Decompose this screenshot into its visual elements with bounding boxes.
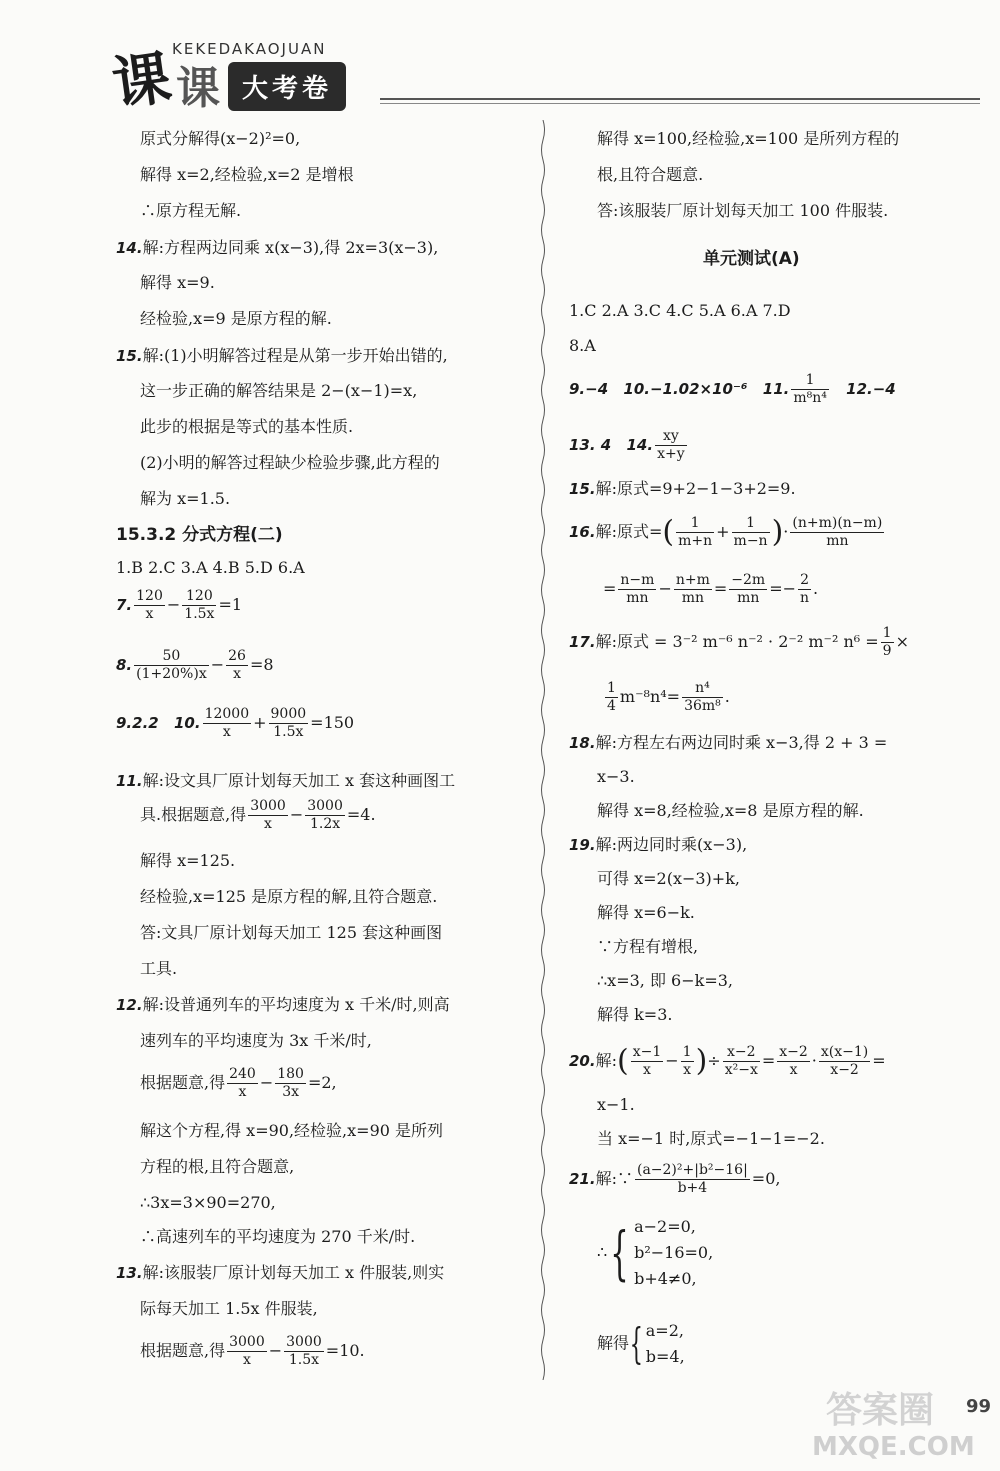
watermark-url: MXQE.COM [812, 1432, 975, 1462]
text-line: 方程的根,且符合题意, [140, 1157, 295, 1176]
question-text: 解:该服装厂原计划每天加工 x 件服装,则实 [142, 1263, 445, 1282]
question-text: 解:设文具厂原计划每天加工 x 套这种画图工 [142, 771, 456, 790]
question-20: 20.解:( $\frac{x-1}{x}$ − $\frac{1}{x}$ )÷ $\frac{x-2}{\text{x²−x}}$ = $\frac{x-2}{x}$ · $\frac{x(x-1)}{x-2}$ = [569, 1043, 886, 1079]
question-15 [116, 345, 448, 367]
fraction: $\frac{3000}{x}$ [250, 798, 286, 832]
text-line: 答:文具厂原计划每天加工 125 套这种画图 [140, 923, 443, 942]
logo-char-2: 课 [176, 63, 220, 114]
question-text: 解:(1)小明解答过程是从第一步开始出错的, [142, 346, 448, 365]
question-10: 10.−1.02×10⁻⁶ [623, 380, 748, 398]
question-19 [569, 834, 747, 856]
fraction: $\frac{3000}{1.5x}$ [286, 1334, 322, 1368]
text-line: 此步的根据是等式的基本性质. [140, 417, 354, 436]
question-text: 解:方程左右两边同时乘 x−3,得 2 + 3 = [595, 733, 888, 752]
fraction: $\frac{9000}{1.5x}$ [270, 706, 307, 740]
page-header [0, 0, 1000, 119]
text-line: 可得 x=2(x−3)+k, [597, 869, 740, 888]
question-9: 9.2.2 [116, 714, 159, 732]
question-number: 7. [116, 596, 133, 614]
text-line: 解得 k=3. [597, 1005, 673, 1024]
fraction: $\frac{n-m}{mn}$ [620, 572, 655, 606]
answers-9-12 [569, 372, 896, 407]
text-line: ∵方程有增根, [597, 937, 699, 956]
fraction: $\frac{n+m}{mn}$ [675, 572, 710, 606]
equation-line: 具.根据题意,得 $\frac{3000}{x}$ − $\frac{3000}{1.2x}$ =4. [140, 798, 376, 832]
text-line: 解这个方程,得 x=90,经检验,x=90 是所列 [140, 1121, 444, 1140]
fraction: $\frac{xy}{x+y}$ [657, 428, 685, 462]
fraction: $\frac{x-1}{x}$ [632, 1044, 662, 1078]
watermark-logo: 答案圈 [826, 1390, 935, 1431]
text-line: 解得 x=125. [140, 851, 236, 870]
question-number: 15. [569, 480, 596, 498]
text-line: 速列车的平均速度为 3x 千米/时, [140, 1031, 372, 1050]
equation-system: 解得{ a=2, b=4, [597, 1319, 685, 1368]
fraction: $\frac{180}{3x}$ [277, 1066, 304, 1100]
header-rule-thin [380, 103, 980, 104]
text-line: 解为 x=1.5. [140, 489, 231, 508]
question-12: 12.−4 [846, 380, 896, 398]
answers-13-14 [569, 428, 689, 463]
fraction: $\frac{\text{(a−2)²+|b²−16|}}{b+4}$ [636, 1162, 748, 1196]
unit-test-title: 单元测试(A) [703, 249, 800, 269]
question-number: 16. [569, 523, 596, 541]
text-line: 工具. [140, 959, 178, 978]
fraction: $\frac{50}{(1+20\%)x}$ [136, 648, 207, 682]
text-line: 经检验,x=125 是原方程的解,且符合题意. [140, 887, 438, 906]
equation-line: = $\frac{n-m}{mn}$ − $\frac{n+m}{mn}$ = $\frac{-2m}{mn}$ =− $\frac{2}{n}$ . [603, 572, 819, 606]
question-text: 解:原式=9+2−1−3+2=9. [595, 479, 796, 498]
text-line: ∴3x=3×90=270, [140, 1193, 276, 1212]
fraction: $\frac{1}{4}$ [607, 680, 616, 714]
equation-line: 根据题意,得 $\frac{3000}{x}$ − $\frac{3000}{1.5x}$ =10. [140, 1334, 365, 1368]
question-8: 8. $\frac{50}{(1+20\%)x}$ − $\frac{26}{x}$ =8 [116, 648, 274, 682]
text-line: 答:该服装厂原计划每天加工 100 件服装. [597, 201, 889, 220]
question-number: 10. [173, 714, 201, 732]
fraction: $\frac{x(x-1)}{x-2}$ [820, 1044, 869, 1078]
fraction: $\frac{3000}{x}$ [229, 1334, 265, 1368]
text-line: 根,且符合题意. [597, 165, 704, 184]
fraction: $\frac{-2m}{mn}$ [731, 572, 766, 606]
question-16: 16.解:原式=( $\frac{1}{m+n}$ + $\frac{1}{m-n}$ )· $\frac{(n+m)(n-m)}{mn}$ [569, 514, 883, 550]
equation-system: ∴{ a−2=0, b²−16=0, b+4≠0, [597, 1217, 714, 1288]
question-number: 11. [762, 380, 790, 398]
fraction: $\frac{1}{9}$ [882, 625, 892, 659]
question-11 [116, 770, 455, 792]
question-9: 9.−4 [569, 380, 609, 398]
question-text: 解:两边同时乘(x−3), [595, 835, 748, 854]
column-divider [540, 120, 546, 1380]
text-line: 这一步正确的解答结果是 2−(x−1)=x, [140, 381, 418, 400]
fraction: $\frac{1}{m+n}$ [678, 515, 713, 549]
logo-pinyin: KEKEDAKAOJUAN [172, 40, 327, 58]
fraction: $\frac{2}{n}$ [800, 572, 810, 606]
fraction: $\frac{(n+m)(n-m)}{mn}$ [792, 515, 883, 549]
fraction: $\frac{1}{x}$ [682, 1044, 692, 1078]
question-number: 21. [569, 1170, 596, 1188]
question-number: 11. [116, 772, 143, 790]
fraction: $\frac{120}{1.5x}$ [184, 588, 215, 622]
fraction: $\frac{1}{m-n}$ [733, 515, 768, 549]
question-18 [569, 732, 887, 754]
fraction: $\frac{240}{x}$ [229, 1066, 256, 1100]
fraction: $\frac{3000}{1.2x}$ [307, 798, 343, 832]
question-9-10: 9.2.2 10. $\frac{12000}{x}$ + $\frac{9000}{1.5x}$ =150 [116, 706, 355, 740]
question-number: 20. [569, 1052, 596, 1070]
text-line: 经检验,x=9 是原方程的解. [140, 309, 332, 328]
question-13: 13. 4 [569, 436, 612, 454]
text-line: x−1. [597, 1095, 635, 1114]
question-number: 17. [569, 633, 596, 651]
fraction: $\frac{26}{x}$ [228, 648, 246, 682]
question-number: 8. [116, 656, 133, 674]
text-line: 原式分解得(x−2)²=0, [140, 129, 301, 148]
question-text: 解:设普通列车的平均速度为 x 千米/时,则高 [142, 995, 450, 1014]
text-line: 解得 x=8,经检验,x=8 是原方程的解. [597, 801, 864, 820]
section-title: 15.3.2 分式方程(二) [116, 525, 283, 545]
question-number: 15. [116, 347, 143, 365]
question-number: 14. [626, 436, 654, 454]
question-number: 18. [569, 734, 596, 752]
text-line: 解得 x=9. [140, 273, 215, 292]
text-line: 解得 x=6−k. [597, 903, 695, 922]
equation-line: $\frac{1}{4}$ m⁻⁸n⁴= $\frac{\text{n⁴}}{\text{36m⁸}}$ . [607, 680, 730, 714]
text-line: 际每天加工 1.5x 件服装, [140, 1299, 318, 1318]
text-line: ∴原方程无解. [140, 201, 242, 220]
question-number: 14. [116, 239, 143, 257]
text-line: (2)小明的解答过程缺少检验步骤,此方程的 [140, 453, 440, 472]
text-line: x−3. [597, 767, 635, 786]
question-13 [116, 1262, 444, 1284]
brace: { [629, 1319, 644, 1368]
text-line: ∴高速列车的平均速度为 270 千米/时. [140, 1227, 416, 1246]
text-line: 解得 x=100,经检验,x=100 是所列方程的 [597, 129, 900, 148]
question-number: 12. [116, 996, 143, 1014]
fraction: $\frac{\text{n⁴}}{\text{36m⁸}}$ [684, 680, 721, 714]
fraction: $\frac{120}{x}$ [136, 588, 163, 622]
question-15 [569, 478, 796, 500]
page-number: 99 [966, 1396, 992, 1417]
mc-answers: 1.B 2.C 3.A 4.B 5.D 6.A [116, 558, 305, 577]
question-21: 21.解:∵ $\frac{\text{(a−2)²+|b²−16|}}{b+4}$ =0, [569, 1162, 781, 1196]
logo-char: 课 [108, 43, 176, 119]
mc-answers: 1.C 2.A 3.C 4.C 5.A 6.A 7.D [569, 301, 791, 320]
fraction: $\frac{1}{\text{m⁸n⁴}}$ [793, 372, 827, 406]
question-number: 19. [569, 836, 596, 854]
question-text: 解:方程两边同乘 x(x−3),得 2x=3(x−3), [142, 238, 439, 257]
question-17: 17.解:原式 = 3⁻² m⁻⁶ n⁻² · 2⁻² m⁻² n⁶ = $\frac{1}{9}$ × [569, 625, 909, 659]
logo-tag: 大考卷 [228, 62, 346, 111]
question-12 [116, 994, 450, 1016]
header-rule [380, 98, 980, 100]
mc-answers: 8.A [569, 336, 596, 355]
text-line: 当 x=−1 时,原式=−1−1=−2. [597, 1129, 825, 1148]
fraction: $\frac{x-2}{\text{x²−x}}$ [724, 1044, 758, 1078]
text-line: ∴x=3, 即 6−k=3, [597, 971, 734, 990]
fraction: $\frac{12000}{x}$ [204, 706, 250, 740]
brace: { [610, 1219, 629, 1287]
question-number: 13. [116, 1264, 143, 1282]
fraction: $\frac{x-2}{x}$ [779, 1044, 808, 1078]
question-14 [116, 237, 438, 259]
text-line: 解得 x=2,经检验,x=2 是增根 [140, 165, 354, 184]
question-7: 7. $\frac{120}{x}$ − $\frac{120}{1.5x}$ =1 [116, 588, 243, 622]
equation-line: 根据题意,得 $\frac{240}{x}$ − $\frac{180}{3x}$ =2, [140, 1066, 337, 1100]
